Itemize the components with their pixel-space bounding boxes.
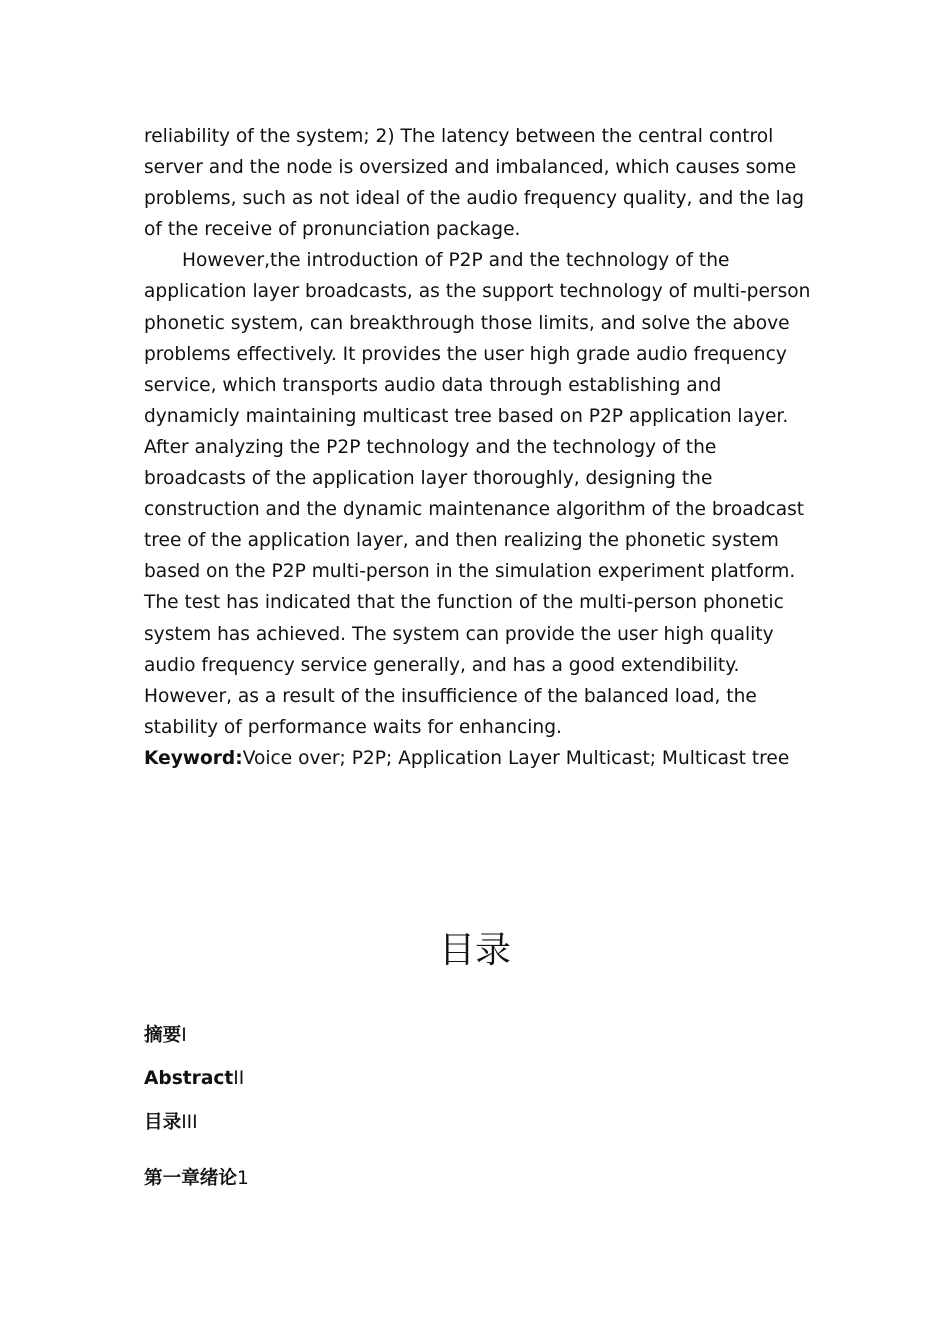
abstract-body	[144, 121, 816, 774]
toc-entry-page: II	[233, 1068, 245, 1089]
toc-entry-contents[interactable]	[144, 1110, 198, 1136]
abstract-paragraph-2: However,the introduction of P2P and the technology of the application layer broadcasts, as the support technology of multi-person phonetic system, can breakthrough those limits, and solve the above problems effectively. It provides the user high grade audio frequency service, which transports audio data through establishing and dynamicly maintaining multicast tree based on P2P application layer. After analyzing the P2P technology and the technology of the broadcasts of the application layer thoroughly, designing the construction and the dynamic maintenance algorithm of the broadcast tree of the application layer, and then realizing the phonetic system based on the P2P multi-person in the simulation experiment platform.	[144, 250, 811, 583]
toc-entry-chapter-1[interactable]	[144, 1166, 249, 1192]
abstract-paragraph-1: reliability of the system; 2) The latency between the central control server and the node is oversized and imbalanced, which causes some problems, such as not ideal of the audio frequency quality, and the lag of the receive of pronunciation package.	[144, 126, 805, 241]
abstract-paragraph-3: The test has indicated that the function of the multi-person phonetic system has achieved. The system can provide the user high quality audio frequency service generally, and has a good extendibility. However, as a result of the insufficience of the balanced load, the stability of performance waits for enhancing.	[144, 592, 784, 738]
toc-entry-label: 第一章绪论	[144, 1168, 237, 1189]
toc-entry-label: Abstract	[144, 1068, 234, 1089]
keywords-label: Keyword:	[144, 747, 243, 769]
toc-entry-label: 摘要	[144, 1025, 182, 1046]
keywords-line	[144, 743, 816, 774]
toc-entry-page: I	[181, 1025, 187, 1046]
toc-entry-abstract-en[interactable]	[144, 1066, 244, 1092]
toc-heading: 目录	[438, 930, 511, 971]
toc-entry-label: 目录	[144, 1112, 182, 1133]
toc-entry-abstract-cn[interactable]	[144, 1023, 187, 1049]
toc-entry-page: III	[181, 1112, 198, 1133]
keywords-text: Voice over; P2P; Application Layer Multicast; Multicast tree	[242, 747, 790, 769]
toc-entry-page: 1	[236, 1168, 249, 1189]
